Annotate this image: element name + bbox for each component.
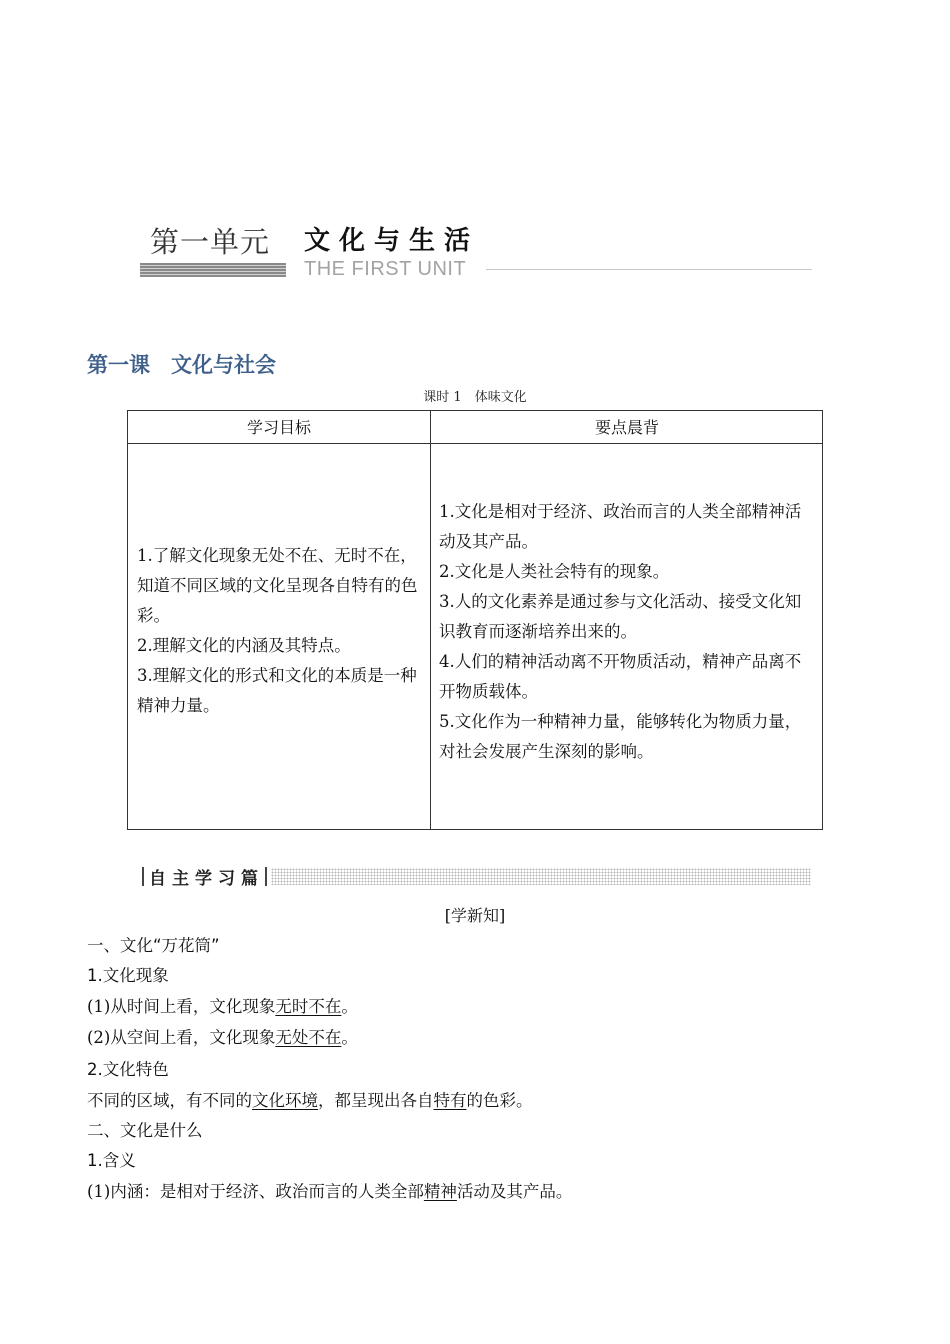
period-title: 课时 1 体味文化 [423,390,527,405]
key-point-item: 3.人的文化素养是通过参与文化活动、接受文化知识教育而逐渐培养出来的。 [439,592,802,641]
paragraph-text: 活动及其产品。 [456,1182,573,1201]
unit-title: 文化与生活 [304,226,480,256]
decorative-stripe-bar [140,263,286,277]
paragraph-text: ，都呈现出各自 [318,1091,434,1110]
objectives-cell [137,541,423,721]
subheading-cultural-phenomena: 1.文化现象 [87,966,169,985]
heading-wanhuatong: 一、文化“万花筒” [87,936,220,955]
section-bar-right [265,867,267,886]
key-points-cell [439,497,811,767]
paragraph-time [87,993,358,1017]
paragraph-text: (1)从时间上看，文化现象 [87,997,276,1016]
underlined-answer: 无时不在 [275,997,342,1016]
heading-what-is-culture: 二、文化是什么 [87,1121,203,1140]
objective-item: 2.理解文化的内涵及其特点。 [137,636,351,655]
underlined-answer: 特有 [433,1091,467,1110]
key-point-item: 1.文化是相对于经济、政治而言的人类全部精神活动及其产品。 [439,502,802,551]
key-point-item: 2.文化是人类社会特有的现象。 [439,562,670,581]
underlined-answer: 精神 [423,1182,457,1201]
section-label: 自主学习篇 [149,869,264,889]
section-bar-left [142,867,144,886]
key-point-item: 4.人们的精神活动离不开物质活动，精神产品离不开物质载体。 [439,652,802,701]
subheading-cultural-features: 2.文化特色 [87,1060,169,1079]
paragraph-text: (2)从空间上看，文化现象 [87,1028,276,1047]
paragraph-space [87,1024,358,1048]
unit-divider-line [486,269,812,270]
paragraph-text: (1)内涵：是相对于经济、政治而言的人类全部 [87,1182,424,1201]
paragraph-region [87,1087,533,1111]
paragraph-text: 。 [341,1028,358,1047]
section-subheader: [学新知] [444,906,506,925]
paragraph-connotation [87,1178,572,1202]
table-column-divider [430,411,431,829]
table-row-divider [128,443,822,444]
section-dotted-band [271,868,811,885]
paragraph-text: 不同的区域，有不同的 [87,1091,252,1110]
objective-item: 1.了解文化现象无处不在、无时不在，知道不同区域的文化呈现各自特有的色彩。 [137,546,418,625]
unit-english-title: THE FIRST UNIT [304,258,467,280]
lesson-title: 第一课 文化与社会 [87,353,276,377]
table-header-key-points: 要点晨背 [594,418,659,437]
table-header-objectives: 学习目标 [246,418,311,437]
objective-item: 3.理解文化的形式和文化的本质是一种精神力量。 [137,666,417,715]
underlined-answer: 无处不在 [275,1028,342,1047]
unit-label: 第一单元 [150,225,271,259]
paragraph-text: 的色彩。 [466,1091,533,1110]
subheading-meaning: 1.含义 [87,1151,136,1170]
underlined-answer: 文化环境 [252,1091,318,1110]
paragraph-text: 。 [341,997,358,1016]
objectives-table [127,410,823,830]
key-point-item: 5.文化作为一种精神力量，能够转化为物质力量，对社会发展产生深刻的影响。 [439,712,802,761]
